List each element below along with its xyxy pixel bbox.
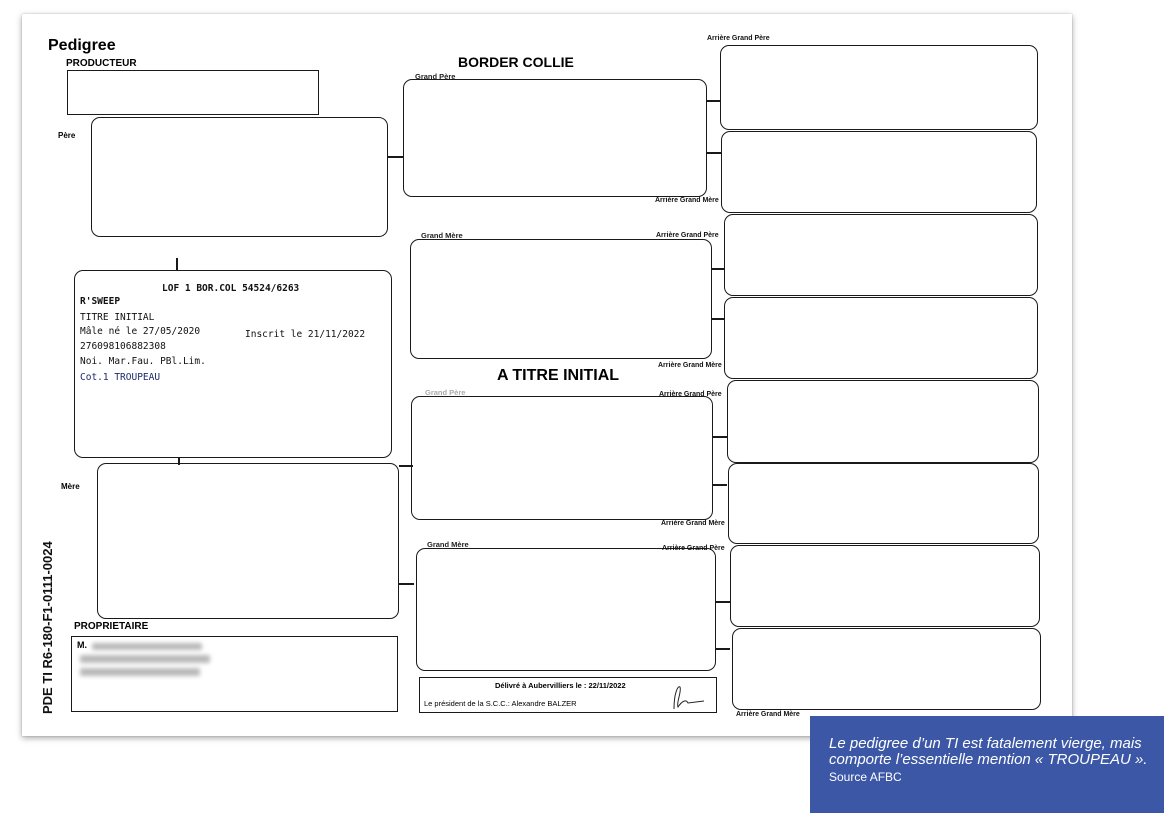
dog-birth: Mâle né le 27/05/2020 [80, 326, 201, 337]
caption-box [810, 716, 1164, 813]
grand-mere-box-2 [416, 548, 716, 671]
proprietaire-label: PROPRIETAIRE [74, 621, 149, 632]
grand-mere-box-1 [410, 239, 712, 359]
connector [388, 156, 403, 158]
arriere-grand-pere-box-1 [720, 45, 1038, 130]
arriere-grand-pere-box-2 [724, 214, 1038, 296]
grand-pere-label: Grand Père [425, 388, 466, 397]
grand-pere-label: Grand Père [415, 72, 456, 81]
status-title: A TITRE INITIAL [497, 367, 620, 384]
dog-id-number: 276098106882308 [80, 341, 166, 352]
arriere-grand-mere-box-3 [728, 463, 1039, 544]
grand-mere-label: Grand Mère [421, 231, 463, 240]
connector [707, 100, 721, 102]
arriere-grand-mere-box-1 [721, 131, 1037, 213]
owner-address-redacted [80, 655, 210, 663]
signature [668, 683, 708, 711]
connector [712, 318, 724, 320]
connector [716, 648, 730, 650]
producteur-box [67, 70, 319, 115]
owner-prefix: M. [77, 640, 87, 650]
connector [712, 268, 724, 270]
pere-box [91, 117, 388, 237]
delivered-text: Délivré à Aubervilliers le : 22/11/2022 [495, 681, 626, 690]
arriere-grand-mere-label: Arrière Grand Mère [655, 197, 719, 204]
mere-label: Mère [61, 482, 80, 491]
arriere-grand-pere-label: Arrière Grand Père [659, 391, 722, 398]
connector [707, 152, 721, 154]
arriere-grand-pere-box-4 [730, 545, 1040, 627]
arriere-grand-pere-label: Arrière Grand Père [662, 545, 725, 552]
arriere-grand-pere-label: Arrière Grand Père [707, 35, 770, 42]
arriere-grand-mere-box-4 [732, 628, 1041, 710]
breed-title: BORDER COLLIE [458, 54, 574, 70]
dog-cotation: Cot.1 TROUPEAU [80, 372, 161, 383]
mere-box [97, 463, 399, 619]
connector [399, 583, 414, 585]
document-title: Pedigree [48, 37, 116, 54]
caption-text: Le pedigree d’un TI est fatalement vierge, mais comporte l’essentielle mention « TROUPEAU ». [829, 735, 1148, 768]
president-text: Le président de la S.C.C.: Alexandre BALZER [424, 699, 577, 708]
arriere-grand-mere-label: Arrière Grand Mère [658, 362, 722, 369]
owner-name-redacted [92, 643, 202, 650]
owner-city-redacted [80, 668, 200, 676]
arriere-grand-mere-box-2 [724, 297, 1038, 379]
grand-mere-label: Grand Mère [427, 540, 469, 549]
dog-lof: LOF 1 BOR.COL 54524/6263 [162, 283, 300, 294]
dog-colors: Noi. Mar.Fau. PBl.Lim. [80, 356, 206, 367]
dog-title: TITRE INITIAL [80, 312, 155, 323]
pere-label: Père [58, 131, 76, 140]
arriere-grand-mere-label: Arrière Grand Mère [661, 520, 725, 527]
grand-pere-box-1 [403, 79, 707, 197]
connector [713, 484, 727, 486]
side-code: PDE TI R6-180-F1-0111-0024 [40, 541, 55, 714]
grand-pere-box-2 [411, 396, 713, 520]
connector [716, 601, 730, 603]
arriere-grand-pere-box-3 [727, 380, 1039, 463]
producteur-label: PRODUCTEUR [66, 58, 137, 69]
connector [713, 436, 727, 438]
dog-name: R'SWEEP [80, 296, 121, 307]
arriere-grand-pere-label: Arrière Grand Père [656, 232, 719, 239]
dog-registered: Inscrit le 21/11/2022 [245, 329, 366, 340]
arriere-grand-mere-label: Arrière Grand Mère [736, 711, 800, 718]
caption-source: Source AFBC [829, 770, 902, 784]
